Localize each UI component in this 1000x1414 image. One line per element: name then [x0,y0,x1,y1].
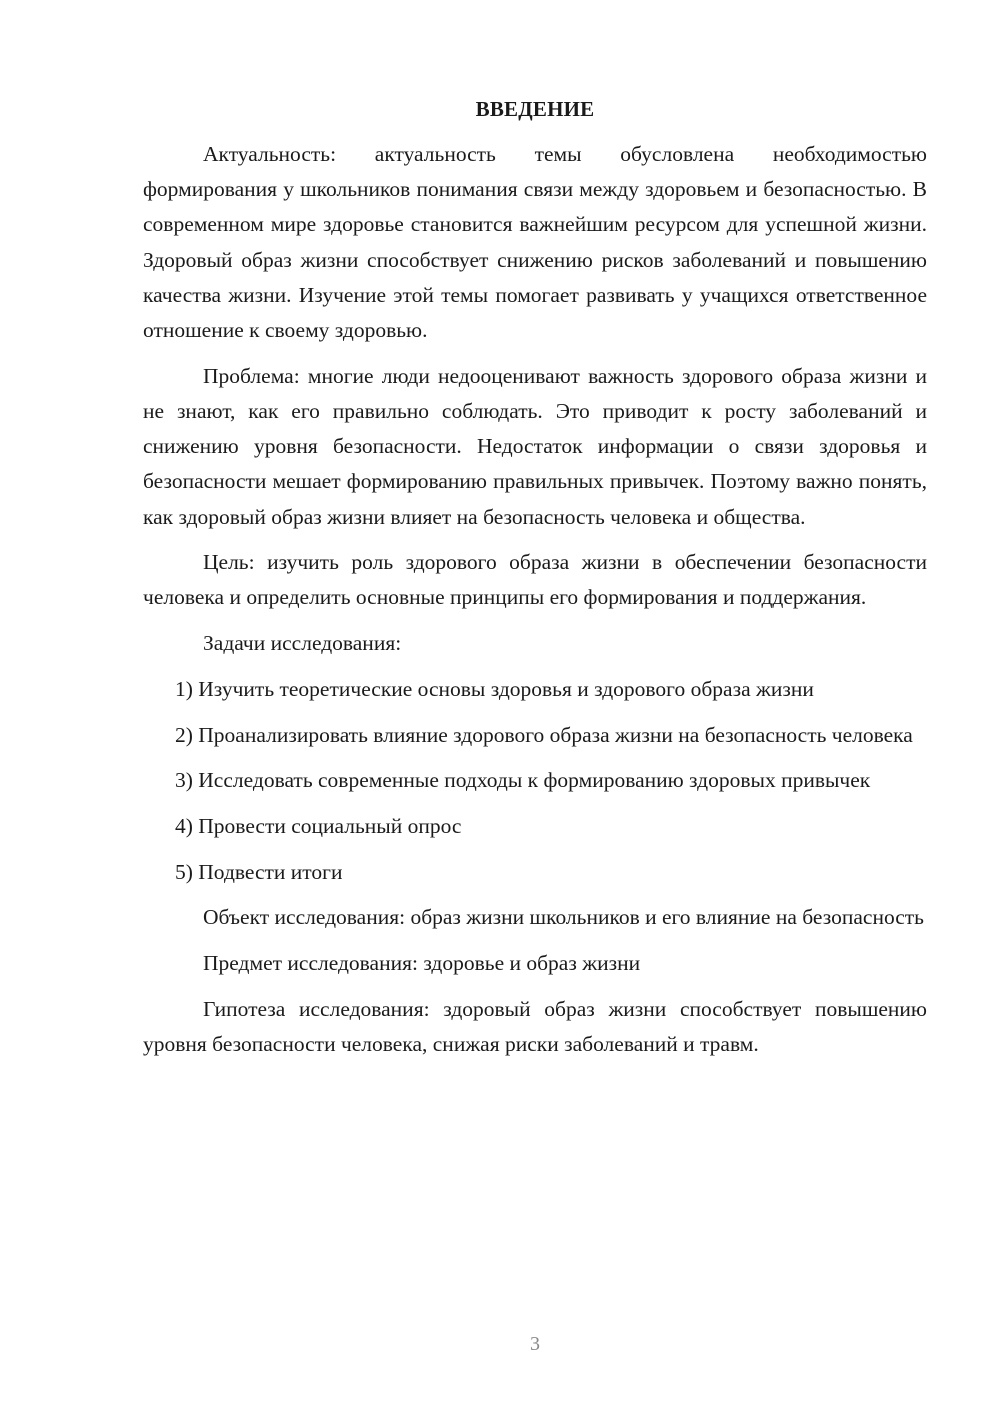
task-item: 2) Проанализировать влияние здорового образа жизни на безопасность человека [175,722,913,747]
object-paragraph: Объект исследования: образ жизни школьников и его влияние на безопасность [203,905,924,930]
task-item: 4) Провести социальный опрос [175,813,462,838]
page-number: 3 [530,1333,540,1355]
task-item: 3) Исследовать современные подходы к формированию здоровых привычек [175,768,871,793]
subject-paragraph: Предмет исследования: здоровье и образ жизни [203,951,641,976]
goal-paragraph: Цель: изучить роль здорового образа жизни в обеспечении безопасности человека и определить основные принципы его формирования и поддержания. [143,550,927,610]
relevance-paragraph: Актуальность: актуальность темы обусловлена необходимостью формирования у школьников понимания связи между здоровьем и безопасностью. В современном мире здоровье становится важнейшим ресурсом для успешной жизни. Здоровый образ жизни способствует снижению рисков заболеваний и повышению качества жизни. Изучение этой темы помогает развивать у учащихся ответственное отношение к своему здоровью. [143,142,927,343]
hypothesis-paragraph: Гипотеза исследования: здоровый образ жизни способствует повышению уровня безопасности человека, снижая риски заболеваний и травм. [143,996,927,1056]
section-title: ВВЕДЕНИЕ [475,97,595,121]
page-content [143,93,927,1062]
tasks-heading: Задачи исследования: [203,631,402,656]
problem-paragraph: Проблема: многие люди недооценивают важность здорового образа жизни и не знают, как его правильно соблюдать. Это приводит к росту заболеваний и снижению уровня безопасности. Недостаток информации о связи здоровья и безопасности мешает формированию правильных привычек. Поэтому важно понять, как здоровый образ жизни влияет на безопасность человека и общества. [143,363,927,529]
task-item: 5) Подвести итоги [175,859,343,884]
task-item: 1) Изучить теоретические основы здоровья и здорового образа жизни [175,676,814,701]
